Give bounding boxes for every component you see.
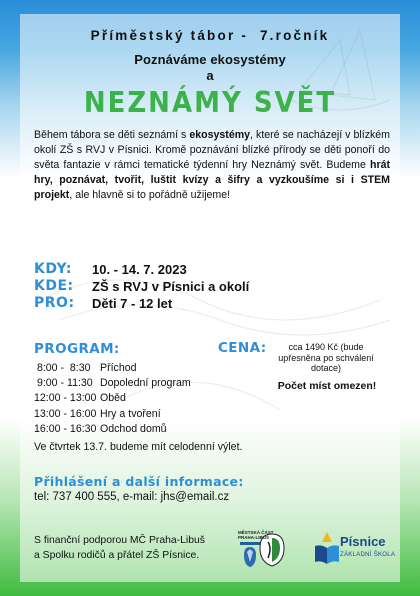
camp-heading: Příměstský tábor - 7.ročník [90, 28, 330, 43]
schedule-time: 12:00 - 13:00 [34, 392, 97, 405]
capacity-note: Počet míst omezen! [277, 380, 377, 392]
schedule-row [34, 407, 234, 422]
when-value: 10. - 14. 7. 2023 [92, 262, 187, 277]
intro-text-1: Během tábora se děti seznámí s [34, 129, 190, 141]
libus-logo-text [238, 530, 274, 540]
intro-text-2: , které se nacházejí v blízkém okolí ZŠ s RVJ v Písnici. Kromě poznávání blízké přírody se děti ponoří do světa fantazie v rámci tematické týdenní hry Neznámý svět. Budeme [34, 129, 391, 171]
libus-logo-text-1: MĚSTSKÁ ČÁST [238, 530, 274, 535]
libus-district-logo [238, 528, 300, 568]
intro-paragraph [34, 128, 390, 203]
schedule-activity: Oběd [100, 392, 126, 405]
for-label: PRO: [34, 295, 75, 311]
schedule-time: 13:00 - 16:00 [34, 407, 97, 420]
schedule-activity: Odchod domů [100, 422, 167, 435]
support-line-1: S finanční podporou MČ Praha-Libuš [34, 535, 205, 546]
for-value: Děti 7 - 12 let [92, 296, 173, 311]
support-line-2: a Spolku rodičů a přátel ZŠ Písnice. [34, 550, 200, 561]
contact-label: Přihlášení a další informace: [34, 474, 244, 489]
schedule-time: 9:00 - 11:30 [34, 377, 93, 390]
schedule-row [34, 361, 234, 376]
program-schedule [34, 361, 234, 437]
where-value: ZŠ s RVJ v Písnici a okolí [92, 279, 250, 294]
camp-title: NEZNÁMÝ SVĚT [83, 86, 337, 120]
schedule-row [34, 391, 234, 406]
intro-text-3: , ale hlavně si to pořádně užijeme! [69, 189, 231, 201]
price-label: CENA: [218, 340, 267, 356]
price-amount: cca 1490 Kč (bude upřesněna po schválení dotace) [278, 342, 374, 373]
schedule-activity: Dopolední program [100, 377, 191, 390]
program-label: PROGRAM: [34, 341, 120, 357]
intro-bold-2: hrát hry, poznávat, tvořit, luštit kvízy a šifry a vyzkoušíme si i STEM projekt [34, 159, 390, 201]
contact-info: tel: 737 400 555, e-mail: jhs@email.cz [34, 491, 230, 503]
schedule-activity: Příchod [100, 362, 137, 374]
trip-note: Ve čtvrtek 13.7. budeme mít celodenní výlet. [34, 441, 243, 453]
where-label: KDE: [34, 278, 74, 294]
schedule-row [34, 422, 234, 437]
school-logo-name: Písnice [340, 534, 386, 549]
support-text [34, 533, 234, 563]
camp-subtitle: Poznáváme ekosystémy [134, 52, 286, 67]
when-label: KDY: [34, 261, 72, 277]
libus-logo-text-2: PRAHA-LIBUŠ [238, 535, 269, 540]
schedule-time: 16:00 - 16:30 [34, 422, 97, 435]
schedule-row [34, 376, 234, 391]
intro-bold-1: ekosystémy [189, 129, 251, 141]
camp-subtitle-conjunction: a [206, 68, 214, 83]
book-icon [312, 530, 342, 566]
school-logo-subtitle: ZÁKLADNÍ ŠKOLA [340, 552, 396, 558]
schedule-time: 8:00 - 8:30 [34, 362, 91, 374]
schedule-activity: Hry a tvoření [100, 407, 161, 420]
